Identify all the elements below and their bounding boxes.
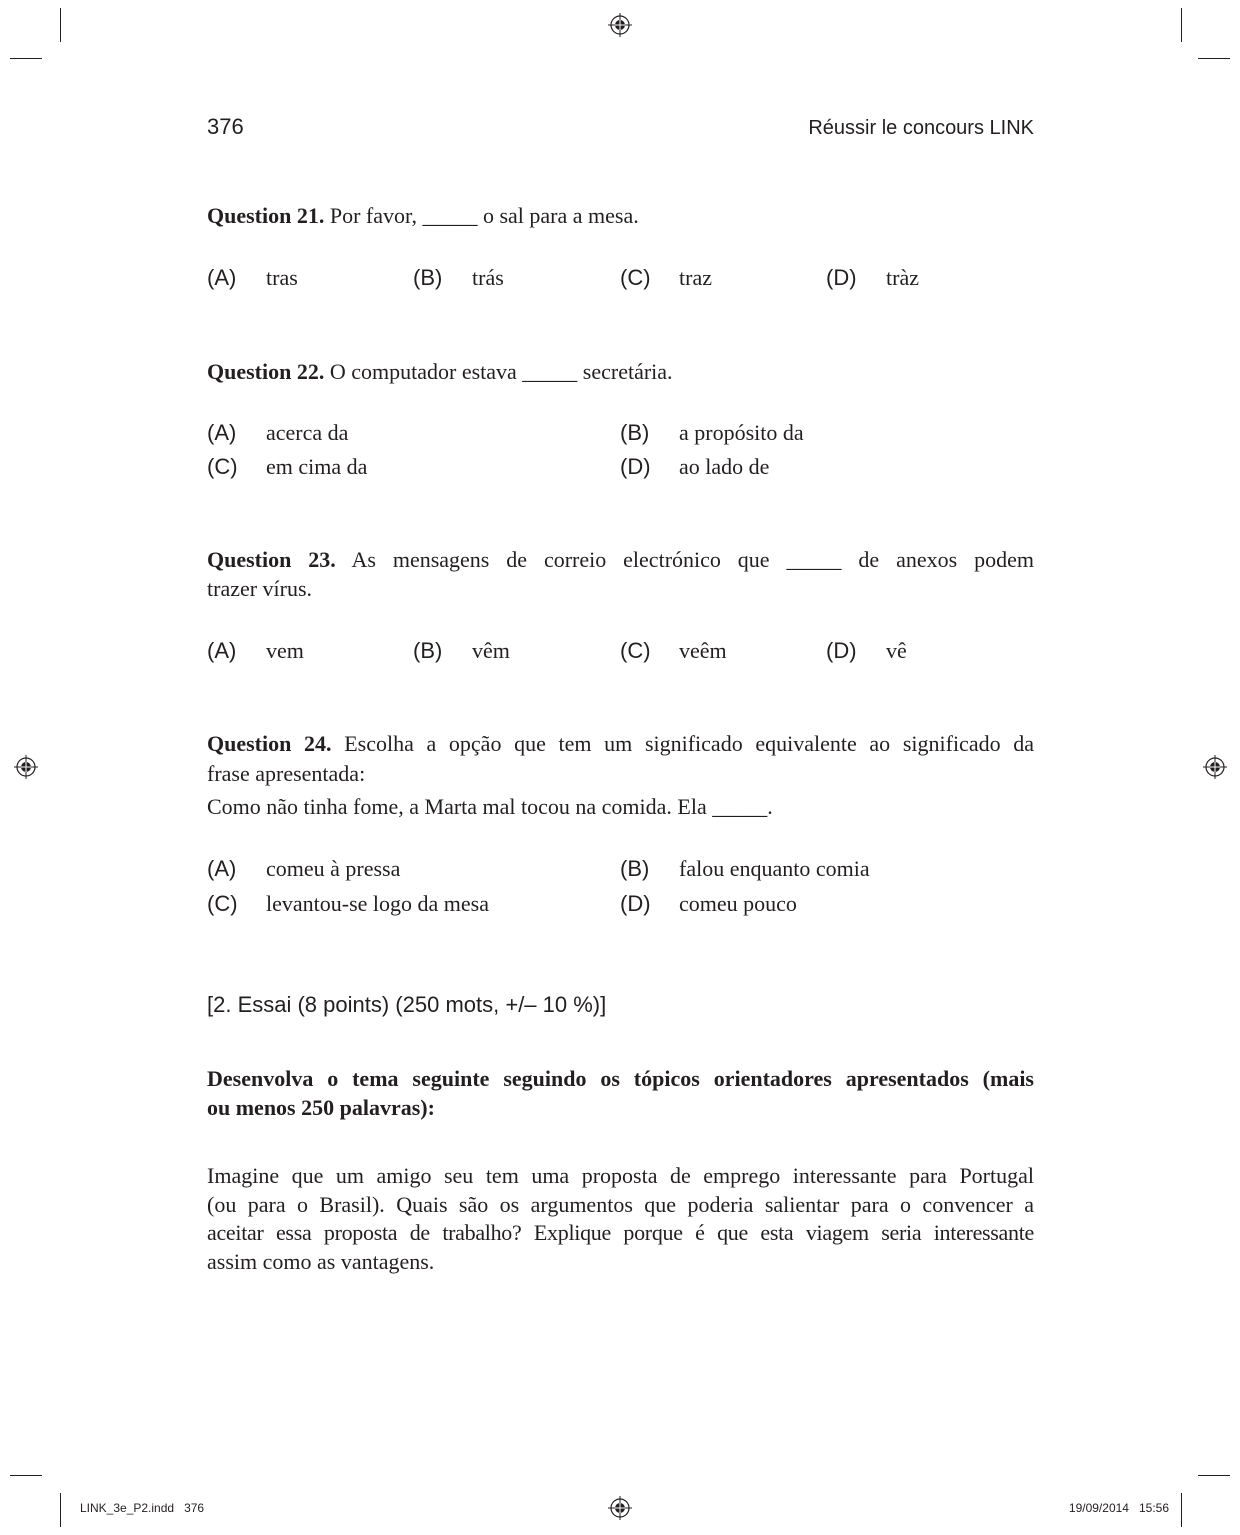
option-letter: (B) bbox=[413, 265, 443, 290]
essay-prompt-line: assim como as vantagens. bbox=[207, 1249, 435, 1274]
crop-mark-top-left-h bbox=[10, 58, 42, 59]
essay-instruction-line-1: Desenvolva o tema seguinte seguindo os tópicos orientadores apresentados (mais bbox=[207, 1066, 1034, 1091]
option-text: em cima da bbox=[266, 454, 368, 479]
option-text: vê bbox=[886, 638, 907, 663]
option-text: trás bbox=[472, 265, 504, 290]
question-21 bbox=[207, 201, 1034, 230]
question-24-line-1 bbox=[207, 729, 1034, 758]
option-text: tràz bbox=[886, 265, 919, 290]
question-number: Question 23. bbox=[207, 547, 336, 572]
question-number: Question 21. bbox=[207, 203, 325, 228]
option-text: acerca da bbox=[266, 420, 349, 445]
crop-mark-bottom-left-v bbox=[60, 1493, 61, 1527]
question-22 bbox=[207, 357, 1034, 386]
option-text: comeu pouco bbox=[679, 891, 797, 916]
option-text: levantou-se logo da mesa bbox=[266, 891, 489, 916]
crop-mark-top-right-v bbox=[1181, 8, 1182, 42]
crop-mark-bottom-right-h bbox=[1198, 1475, 1230, 1476]
question-text: trazer vírus. bbox=[207, 576, 313, 601]
option-letter: (D) bbox=[826, 265, 857, 290]
option-letter: (C) bbox=[620, 638, 651, 663]
option-letter: (C) bbox=[207, 454, 238, 479]
option-text: vem bbox=[266, 638, 304, 663]
essay-instruction-line-2: ou menos 250 palavras): bbox=[207, 1095, 435, 1120]
question-text: Escolha a opção que tem um significado equivalente ao significado da bbox=[344, 731, 1035, 756]
question-text: Por favor, _____ o sal para a mesa. bbox=[329, 203, 639, 228]
option-letter: (A) bbox=[207, 265, 237, 290]
option-letter: (A) bbox=[207, 638, 237, 663]
option-text: comeu à pressa bbox=[266, 856, 401, 881]
option-letter: (C) bbox=[620, 265, 651, 290]
question-text: As mensagens de correio electrónico que _____ de anexos podem bbox=[351, 547, 1034, 572]
registration-mark-icon bbox=[14, 755, 38, 779]
option-letter: (D) bbox=[826, 638, 857, 663]
essay-prompt-line: Imagine que um amigo seu tem uma proposta de emprego interessante para Portugal bbox=[207, 1163, 1034, 1188]
page-number: 376 bbox=[207, 114, 244, 139]
option-letter: (B) bbox=[620, 856, 650, 881]
option-text: a propósito da bbox=[679, 420, 804, 445]
option-letter: (C) bbox=[207, 891, 238, 916]
question-23-line-1 bbox=[207, 545, 1034, 574]
essay-prompt-line: aceitar essa proposta de trabalho? Explique porque é que esta viagem seria interessante bbox=[207, 1220, 1034, 1245]
option-text: ao lado de bbox=[679, 454, 770, 479]
option-letter: (A) bbox=[207, 856, 237, 881]
question-text: frase apresentada: bbox=[207, 761, 366, 786]
option-text: traz bbox=[679, 265, 712, 290]
question-sentence: Como não tinha fome, a Marta mal tocou na comida. Ela _____. bbox=[207, 794, 773, 819]
running-title: Réussir le concours LINK bbox=[808, 117, 1034, 139]
option-text: veêm bbox=[679, 638, 727, 663]
registration-mark-icon bbox=[608, 13, 632, 37]
option-text: falou enquanto comia bbox=[679, 856, 870, 881]
question-text: O computador estava _____ secretária. bbox=[329, 359, 673, 384]
option-letter: (D) bbox=[620, 891, 651, 916]
essay-section-title: [2. Essai (8 points) (250 mots, +/– 10 %)] bbox=[207, 992, 607, 1017]
footer-timestamp: 19/09/2014 15:56 bbox=[1068, 1501, 1169, 1515]
essay-prompt-line: (ou para o Brasil). Quais são os argumentos que poderia salientar para o convencer a bbox=[207, 1192, 1034, 1217]
crop-mark-top-left-v bbox=[60, 8, 61, 42]
question-number: Question 24. bbox=[207, 731, 332, 756]
option-text: vêm bbox=[472, 638, 510, 663]
question-number: Question 22. bbox=[207, 359, 325, 384]
option-letter: (B) bbox=[620, 420, 650, 445]
option-letter: (B) bbox=[413, 638, 443, 663]
option-letter: (A) bbox=[207, 420, 237, 445]
footer-file-label: LINK_3e_P2.indd 376 bbox=[80, 1501, 205, 1515]
crop-mark-top-right-h bbox=[1198, 58, 1230, 59]
crop-mark-bottom-right-v bbox=[1181, 1493, 1182, 1527]
option-text: tras bbox=[266, 265, 298, 290]
registration-mark-icon bbox=[1203, 755, 1227, 779]
crop-mark-bottom-left-h bbox=[10, 1475, 42, 1476]
option-letter: (D) bbox=[620, 454, 651, 479]
registration-mark-icon bbox=[608, 1496, 632, 1520]
